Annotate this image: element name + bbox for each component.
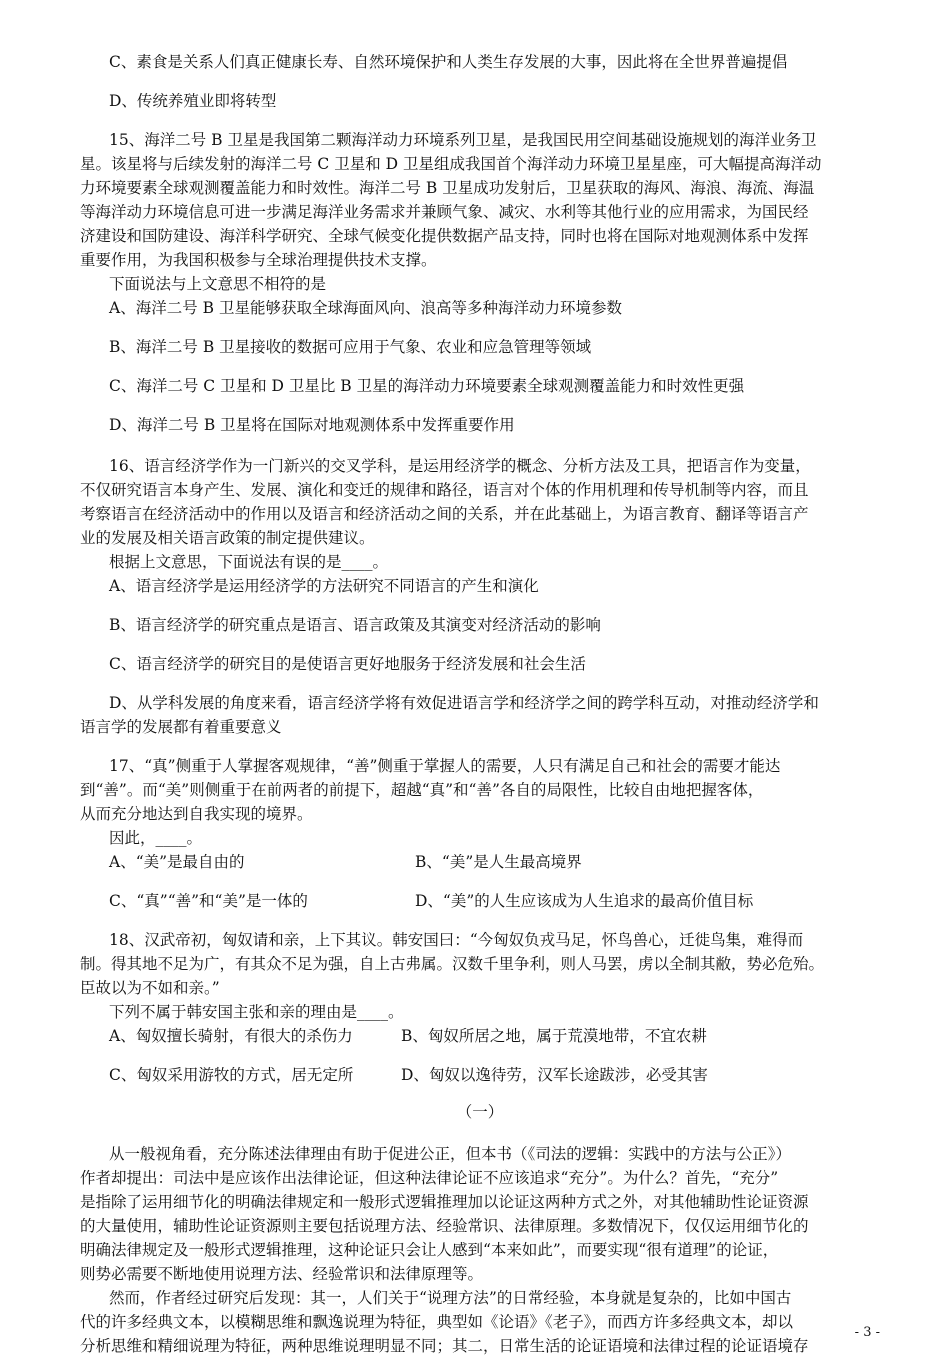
q16-option-d-continued: 语言学的发展都有着重要意义: [80, 718, 282, 736]
q16-paragraph-line: 考察语言在经济活动中的作用以及语言和经济活动之间的关系，并在此基础上，为语言教育、翻译等语言产: [80, 505, 809, 523]
q16-paragraph-line: 业的发展及相关语言政策的制定提供建议。: [80, 529, 375, 547]
passage-line: 然而，作者经过研究后发现：其一，人们关于“说理方法”的日常经验，本身就是复杂的，比如中国古: [109, 1289, 792, 1307]
q17-option-b: B、“美”是人生最高境界: [415, 853, 582, 871]
q15-option-c: C、海洋二号 C 卫星和 D 卫星比 B 卫星的海洋动力环境要素全球观测覆盖能力和时效性更强: [109, 377, 745, 395]
q18-option-d: D、匈奴以逸待劳，汉军长途跋涉，必受其害: [401, 1066, 708, 1084]
q16-option-b: B、语言经济学的研究重点是语言、语言政策及其演变对经济活动的影响: [109, 616, 601, 634]
passage-line: 从一般视角看，充分陈述法律理由有助于促进公正，但本书（《司法的逻辑：实践中的方法与公正》）: [109, 1145, 792, 1163]
q18-prompt: 下列不属于韩安国主张和亲的理由是____。: [109, 1003, 404, 1021]
passage-line: 代的许多经典文本，以模糊思维和飘逸说理为特征，典型如《论语》《老子》，而西方许多经典文本，却以: [80, 1313, 794, 1331]
q15-paragraph-line: 星。该星将与后续发射的海洋二号 C 卫星和 D 卫星组成我国首个海洋动力环境卫星星座，可大幅提高海洋动: [80, 155, 822, 173]
passage-line: 是指除了运用细节化的明确法律规定和一般形式逻辑推理加以论证这两种方式之外，对其他辅助性论证资源: [80, 1193, 809, 1211]
q15-option-d: D、海洋二号 B 卫星将在国际对地观测体系中发挥重要作用: [109, 416, 515, 434]
q18-paragraph-line: 臣故以为不如和亲。”: [80, 979, 220, 997]
passage-line: 的大量使用，辅助性论证资源则主要包括说理方法、经验常识、法律原理。多数情况下，仅仅运用细节化的: [80, 1217, 809, 1235]
q15-paragraph-line: 重要作用，为我国积极参与全球治理提供技术支撑。: [80, 251, 437, 269]
page-number: - 3 -: [854, 1325, 880, 1340]
q15-paragraph-line: 等海洋动力环境信息可进一步满足海洋业务需求并兼顾气象、减灾、水利等其他行业的应用需求，为国民经: [80, 203, 809, 221]
q15-paragraph-line: 力环境要素全球观测覆盖能力和时效性。海洋二号 B 卫星成功发射后，卫星获取的海风、海浪、海流、海温: [80, 179, 815, 197]
q17-paragraph-line: 到“善”。而“美”则侧重于在前两者的前提下，超越“真”和“善”各自的局限性，比较自由地把握客体，: [80, 781, 764, 799]
q16-option-c: C、语言经济学的研究目的是使语言更好地服务于经济发展和社会生活: [109, 655, 586, 673]
q15-option-a: A、海洋二号 B 卫星能够获取全球海面风向、浪高等多种海洋动力环境参数: [109, 299, 622, 317]
q18-option-b: B、匈奴所居之地，属于荒漠地带，不宜农耕: [401, 1027, 707, 1045]
q16-option-d: D、从学科发展的角度来看，语言经济学将有效促进语言学和经济学之间的跨学科互动，对推动经济学和: [109, 694, 819, 712]
q18-paragraph-line: 制。得其地不足为广，有其众不足为强，自上古弗属。汉数千里争利，则人马罢，虏以全制其敝，势必危殆。: [80, 955, 825, 973]
q17-option-a: A、“美”是最自由的: [109, 853, 245, 871]
passage-line: 明确法律规定及一般形式逻辑推理，这种论证只会让人感到“本来如此”，而要实现“很有道理”的论证，: [80, 1241, 779, 1259]
q16-paragraph-line: 16、语言经济学作为一门新兴的交叉学科，是运用经济学的概念、分析方法及工具，把语言作为变量，: [109, 457, 811, 475]
q17-prompt: 因此，____。: [109, 829, 203, 847]
q17-paragraph-line: 17、“真”侧重于人掌握客观规律，“善”侧重于掌握人的需要，人只有满足自己和社会的需要才能达: [109, 757, 781, 775]
q16-paragraph-line: 不仅研究语言本身产生、发展、演化和变迁的规律和路径，语言对个体的作用机理和传导机制等内容，而且: [80, 481, 809, 499]
passage-line: 分析思维和精细说理为特征，两种思维说理明显不同；其二，日常生活的论证语境和法律过程的论证语境存: [80, 1337, 809, 1355]
q16-prompt: 根据上文意思，下面说法有误的是____。: [109, 553, 389, 571]
section-title: （一）: [456, 1103, 504, 1121]
passage-line: 则势必需要不断地使用说理方法、经验常识和法律原理等。: [80, 1265, 484, 1283]
q14-option-d: D、传统养殖业即将转型: [109, 92, 277, 110]
q15-option-b: B、海洋二号 B 卫星接收的数据可应用于气象、农业和应急管理等领域: [109, 338, 592, 356]
q15-paragraph-line: 15、海洋二号 B 卫星是我国第二颗海洋动力环境系列卫星，是我国民用空间基础设施规划的海洋业务卫: [109, 131, 817, 149]
q18-option-c: C、匈奴采用游牧的方式，居无定所: [109, 1066, 354, 1084]
q17-option-c: C、“真”“善”和“美”是一体的: [109, 892, 308, 910]
passage-line: 作者却提出：司法中是应该作出法律论证，但这种法律论证不应该追求“充分”。为什么？首先，“充分”: [80, 1169, 779, 1187]
q18-option-a: A、匈奴擅长骑射，有很大的杀伤力: [109, 1027, 353, 1045]
q15-prompt: 下面说法与上文意思不相符的是: [109, 275, 327, 293]
q17-paragraph-line: 从而充分地达到自我实现的境界。: [80, 805, 313, 823]
q18-paragraph-line: 18、汉武帝初，匈奴请和亲，上下其议。韩安国曰：“今匈奴负戎马足，怀鸟兽心，迁徙鸟集，难得而: [109, 931, 804, 949]
q14-option-c: C、素食是关系人们真正健康长寿、自然环境保护和人类生存发展的大事，因此将在全世界普遍提倡: [109, 53, 788, 71]
q17-option-d: D、“美”的人生应该成为人生追求的最高价值目标: [415, 892, 754, 910]
q15-paragraph-line: 济建设和国防建设、海洋科学研究、全球气候变化提供数据产品支持，同时也将在国际对地观测体系中发挥: [80, 227, 809, 245]
q16-option-a: A、语言经济学是运用经济学的方法研究不同语言的产生和演化: [109, 577, 539, 595]
